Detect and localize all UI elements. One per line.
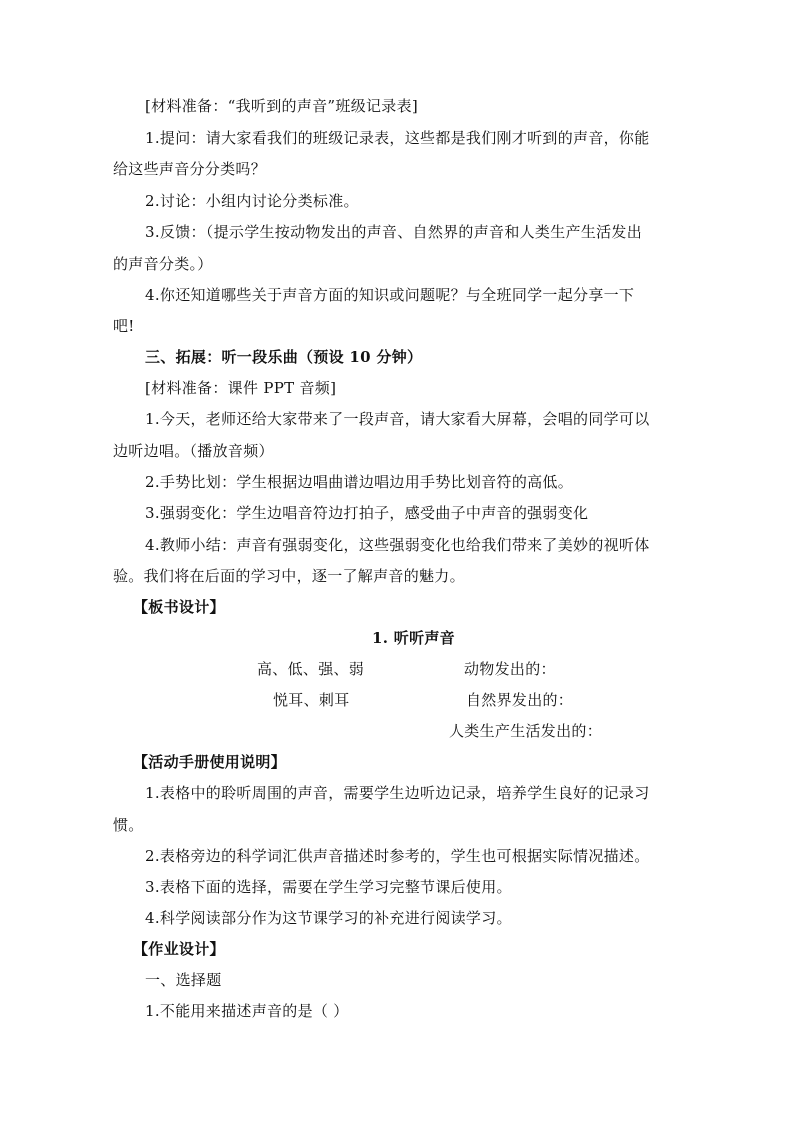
paragraph-line: 3.强弱变化：学生边唱音符边打拍子，感受曲子中声音的强弱变化 xyxy=(145,504,589,522)
paragraph-line: 边听边唱。（播放音频） xyxy=(113,442,274,460)
paragraph-line: 3.反馈：（提示学生按动物发出的声音、自然界的声音和人类生产生活发出 xyxy=(145,223,643,241)
board-title: 1. 听听声音 xyxy=(372,629,455,647)
board-left-item: 高、低、强、弱 xyxy=(257,660,365,678)
material-note: [材料准备：课件 PPT 音频] xyxy=(145,379,337,397)
paragraph-line: 给这些声音分分类吗？ xyxy=(113,160,267,178)
paragraph-line: 惯。 xyxy=(113,816,144,834)
board-left-item: 悦耳、刺耳 xyxy=(273,691,350,709)
paragraph-line: 2.表格旁边的科学词汇供声音描述时参考的，学生也可根据实际情况描述。 xyxy=(145,847,650,865)
section-heading: 【作业设计】 xyxy=(133,940,225,958)
section-heading: 【板书设计】 xyxy=(133,598,225,616)
question-line: 1.不能用来描述声音的是（ ） xyxy=(145,1002,349,1020)
paragraph-line: 4.你还知道哪些关于声音方面的知识或问题呢？与全班同学一起分享一下 xyxy=(145,286,635,304)
paragraph-line: 4.科学阅读部分作为这节课学习的补充进行阅读学习。 xyxy=(145,909,512,927)
board-right-item: 自然界发出的： xyxy=(466,691,574,709)
paragraph-line: 3.表格下面的选择，需要在学生学习完整节课后使用。 xyxy=(145,878,512,896)
board-right-item: 动物发出的： xyxy=(464,660,556,678)
paragraph-line: 验。我们将在后面的学习中，逐一了解声音的魅力。 xyxy=(113,567,465,585)
paragraph-line: 1.今天，老师还给大家带来了一段声音，请大家看大屏幕，会唱的同学可以 xyxy=(145,410,650,428)
board-right-item: 人类生产生活发出的： xyxy=(449,722,603,740)
paragraph-line: 的声音分类。） xyxy=(113,255,213,273)
paragraph-line: 1.提问：请大家看我们的班级记录表，这些都是我们刚才听到的声音，你能 xyxy=(145,129,650,147)
paragraph-line: 吧! xyxy=(113,317,135,335)
material-note: [材料准备：“我听到的声音”班级记录表] xyxy=(145,97,419,115)
paragraph-line: 2.手势比划：学生根据边唱曲谱边唱边用手势比划音符的高低。 xyxy=(145,473,574,491)
section-heading: 【活动手册使用说明】 xyxy=(133,753,287,771)
paragraph-line: 1.表格中的聆听周围的声音，需要学生边听边记录，培养学生良好的记录习 xyxy=(145,784,650,802)
paragraph-line: 2.讨论：小组内讨论分类标准。 xyxy=(145,192,359,210)
paragraph-line: 4.教师小结：声音有强弱变化，这些强弱变化也给我们带来了美妙的视听体 xyxy=(145,536,650,554)
section-heading: 三、拓展：听一段乐曲（预设 10 分钟） xyxy=(145,348,423,366)
sub-heading: 一、选择题 xyxy=(145,971,222,989)
